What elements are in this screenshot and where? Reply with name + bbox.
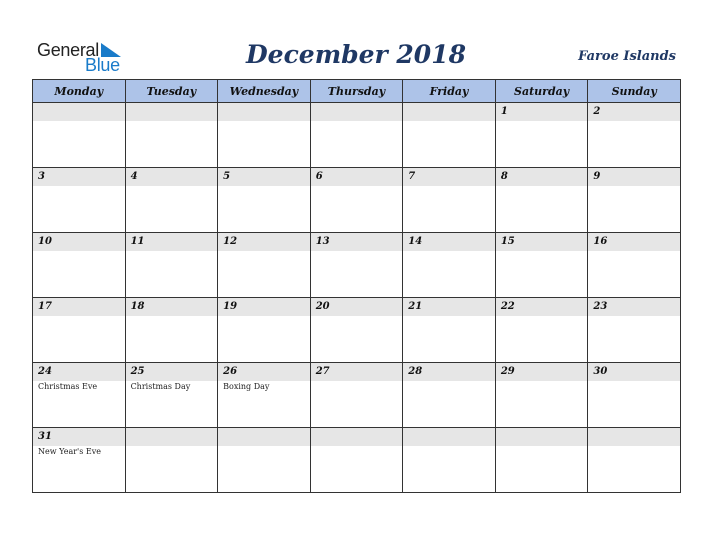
day-cell [310,363,403,428]
day-number-bar [218,103,310,121]
day-cell [125,363,218,428]
day-number-bar [33,103,125,121]
day-cell [588,298,681,363]
day-number-bar [403,298,495,316]
day-cell [495,233,588,298]
day-cell [310,103,403,168]
day-number-bar [403,168,495,186]
day-cell [310,233,403,298]
day-number-bar [311,103,403,121]
day-number: 19 [223,301,238,312]
day-cell [588,428,681,493]
day-number-bar [311,233,403,251]
day-cell [403,298,496,363]
day-number [126,428,218,431]
day-number-bar [496,298,588,316]
day-number: 5 [223,171,231,182]
day-number [311,428,403,431]
day-number-bar [403,428,495,446]
day-number-bar [218,298,310,316]
day-cell [403,103,496,168]
day-number-bar [496,363,588,381]
day-number [126,103,218,106]
day-number [588,428,680,431]
day-number: 7 [408,171,416,182]
weekday-header: Wednesday [218,80,311,103]
day-number-bar [126,103,218,121]
day-cell [588,103,681,168]
day-number [218,428,310,431]
weekday-header: Saturday [495,80,588,103]
day-number: 12 [223,236,238,247]
day-number [311,103,403,106]
day-number: 4 [130,171,138,182]
day-cell [588,363,681,428]
day-number: 8 [500,171,508,182]
day-number: 10 [38,236,52,247]
weekday-header: Monday [33,80,126,103]
weekday-header: Sunday [588,80,681,103]
day-number-bar [126,298,218,316]
day-cell [310,298,403,363]
holiday-label: New Year's Eve [38,447,101,456]
week-row [33,298,681,363]
day-cell [33,363,126,428]
day-number-bar [33,363,125,381]
day-number: 1 [500,106,508,117]
day-number: 26 [223,366,238,377]
day-cell [588,168,681,233]
day-cell [125,298,218,363]
day-cell [125,428,218,493]
day-cell [33,168,126,233]
day-number-bar [588,168,680,186]
day-number-bar [33,168,125,186]
day-number: 21 [408,301,423,312]
day-number-bar [588,233,680,251]
day-cell [403,233,496,298]
day-cell [218,363,311,428]
day-cell [125,168,218,233]
day-number-bar [33,428,125,446]
day-number-bar [496,168,588,186]
day-number-bar [496,428,588,446]
day-number: 16 [593,236,608,247]
day-number-bar [588,363,680,381]
day-number: 27 [315,366,330,377]
day-cell [403,363,496,428]
day-number-bar [126,363,218,381]
calendar-title: December 2018 [245,40,466,69]
day-number [33,103,125,106]
week-row [33,428,681,493]
day-number-bar [588,298,680,316]
day-cell [588,233,681,298]
day-number: 25 [130,366,145,377]
holiday-label: Christmas Day [130,382,191,391]
day-cell [218,168,311,233]
day-number-bar [218,363,310,381]
day-number: 15 [500,236,515,247]
day-number [403,103,495,106]
day-number: 11 [130,236,145,247]
week-row [33,233,681,298]
day-number-bar [311,363,403,381]
day-number-bar [126,168,218,186]
day-number-bar [311,428,403,446]
day-number [496,428,588,431]
day-cell [33,428,126,493]
week-row [33,363,681,428]
day-cell [218,103,311,168]
day-cell [218,298,311,363]
day-cell [403,168,496,233]
day-number: 2 [593,106,601,117]
day-number-bar [588,428,680,446]
logo-text-blue: Blue [85,55,120,75]
day-number: 6 [315,171,323,182]
day-cell [310,168,403,233]
day-number: 14 [408,236,423,247]
day-number: 9 [593,171,601,182]
week-row [33,103,681,168]
day-number: 17 [38,301,52,312]
day-number-bar [218,428,310,446]
day-cell [403,428,496,493]
day-cell [495,298,588,363]
weekday-header-row [33,80,681,103]
logo-text-general: General [37,40,99,60]
day-cell [495,103,588,168]
weekday-header: Tuesday [125,80,218,103]
day-number: 22 [500,301,515,312]
day-cell [125,233,218,298]
day-number-bar [218,168,310,186]
holiday-label: Boxing Day [223,382,270,391]
day-number-bar [218,233,310,251]
day-number-bar [403,233,495,251]
day-cell [33,233,126,298]
day-number-bar [403,363,495,381]
day-number [403,428,495,431]
day-cell [33,103,126,168]
day-number: 13 [315,236,330,247]
holiday-label: Christmas Eve [38,382,98,391]
day-number-bar [311,298,403,316]
weekday-header: Friday [403,80,496,103]
day-number: 3 [38,171,45,182]
day-number: 20 [315,301,330,312]
day-cell [218,233,311,298]
day-number-bar [33,298,125,316]
day-cell [495,363,588,428]
day-cell [125,103,218,168]
day-number-bar [588,103,680,121]
day-number [218,103,310,106]
day-number-bar [311,168,403,186]
calendar-region: Faroe Islands [578,49,676,64]
day-number-bar [403,103,495,121]
day-number-bar [33,233,125,251]
day-number-bar [496,233,588,251]
day-number: 23 [593,301,608,312]
day-number: 31 [38,431,52,442]
day-number-bar [126,233,218,251]
week-row [33,168,681,233]
day-cell [495,428,588,493]
day-number: 18 [130,301,145,312]
day-number: 28 [408,366,423,377]
weekday-header: Thursday [310,80,403,103]
day-number: 30 [593,366,608,377]
day-cell [495,168,588,233]
calendar-grid [32,79,681,489]
day-number-bar [126,428,218,446]
day-number: 24 [38,366,52,377]
day-cell [33,298,126,363]
day-number: 29 [500,366,515,377]
day-cell [218,428,311,493]
day-cell [310,428,403,493]
day-number-bar [496,103,588,121]
